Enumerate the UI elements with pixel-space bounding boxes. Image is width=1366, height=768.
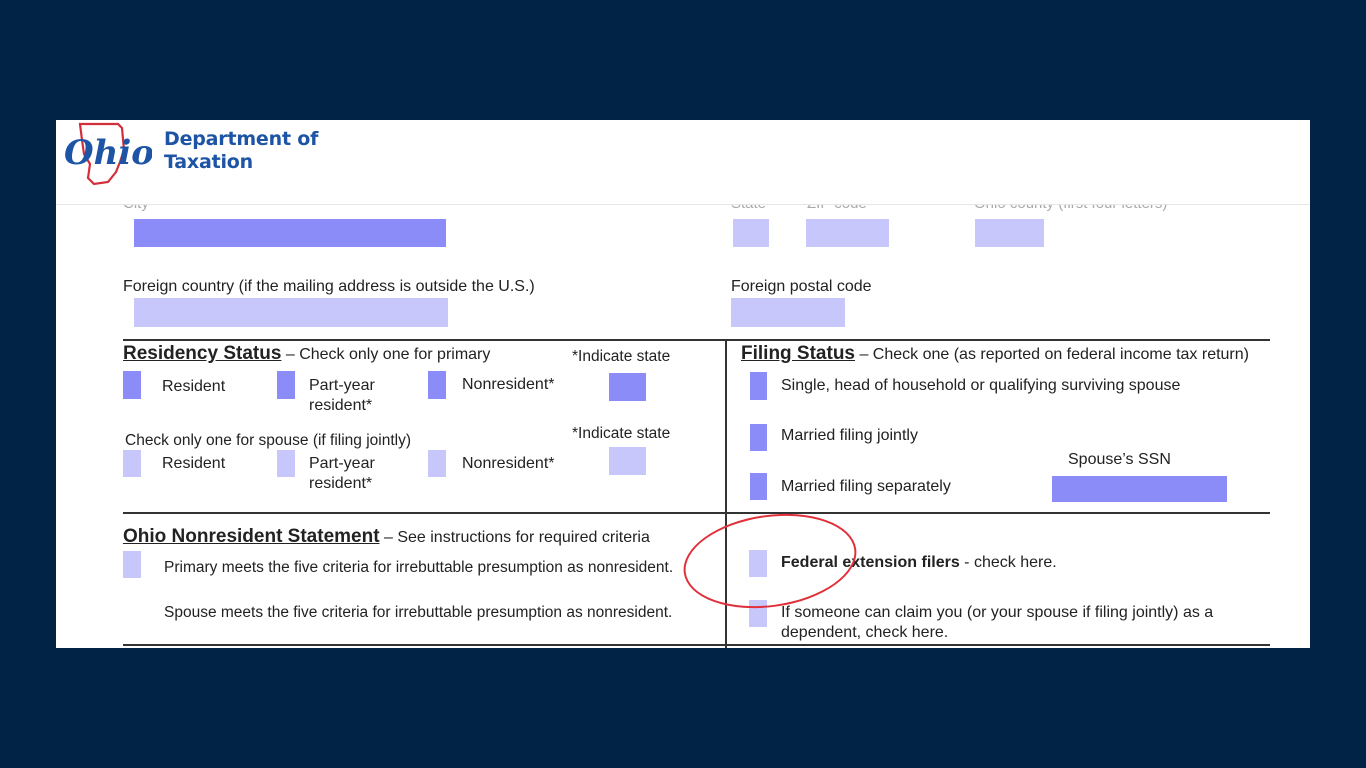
indicate-state-label: *Indicate state — [572, 348, 671, 365]
zip-field[interactable] — [806, 219, 889, 247]
nonresident-statement-title: Ohio Nonresident Statement — [123, 526, 380, 547]
spouse-part-year-checkbox[interactable] — [277, 450, 295, 477]
section-divider-bottom — [123, 644, 1270, 646]
filing-separate-label: Married filing separately — [781, 478, 951, 495]
primary-part-year-label — [309, 376, 375, 416]
filing-title: Filing Status — [741, 343, 855, 364]
part-year-line-1: Part-year — [309, 377, 375, 394]
filing-single-checkbox[interactable] — [750, 372, 767, 400]
primary-irrebuttable-checkbox[interactable] — [123, 551, 141, 578]
part-year-line-2: resident* — [309, 397, 373, 414]
spouse-indicate-state-label: *Indicate state — [572, 425, 671, 442]
county-field[interactable] — [975, 219, 1044, 247]
spouse-nonresident-label: Nonresident* — [462, 455, 555, 472]
foreign-country-field[interactable] — [134, 298, 448, 327]
nonresident-statement-instruction: – See instructions for required criteria — [379, 529, 650, 546]
filing-joint-checkbox[interactable] — [750, 424, 767, 451]
primary-irrebuttable-label: Primary meets the five criteria for irrebuttable presumption as nonresident. — [164, 559, 674, 576]
federal-extension-bold: Federal extension filers — [781, 554, 960, 571]
residency-title: Residency Status — [123, 343, 282, 364]
spouse-resident-checkbox[interactable] — [123, 450, 141, 477]
residency-heading — [123, 344, 490, 364]
residency-instruction: – Check only one for primary — [281, 346, 491, 363]
primary-part-year-checkbox[interactable] — [277, 371, 295, 399]
federal-extension-rest: - check here. — [959, 554, 1057, 571]
foreign-country-label: Foreign country (if the mailing address is outside the U.S.) — [123, 278, 535, 295]
department-line-1: Department of — [164, 128, 319, 150]
spouse-state-field[interactable] — [609, 447, 646, 475]
svg-text:Ohio: Ohio — [64, 133, 152, 173]
filing-heading — [741, 344, 1249, 364]
spouse-nonresident-checkbox[interactable] — [428, 450, 446, 477]
filing-joint-label: Married filing jointly — [781, 427, 918, 444]
part-year-line-2: resident* — [309, 475, 373, 492]
spouse-resident-label: Resident — [162, 455, 226, 472]
foreign-postal-field[interactable] — [731, 298, 845, 327]
filing-single-label: Single, head of household or qualifying surviving spouse — [781, 377, 1181, 394]
primary-state-field[interactable] — [609, 373, 646, 401]
foreign-postal-label: Foreign postal code — [731, 278, 872, 295]
spouse-instruction: Check only one for spouse (if filing jointly) — [125, 432, 412, 449]
primary-nonresident-checkbox[interactable] — [428, 371, 446, 399]
section-divider-top — [123, 339, 1270, 341]
dependent-label — [781, 603, 1213, 643]
department-line-2: Taxation — [164, 151, 253, 173]
spouse-part-year-label — [309, 454, 375, 494]
filing-instruction: – Check one (as reported on federal income tax return) — [855, 346, 1249, 363]
filing-separate-checkbox[interactable] — [750, 473, 767, 500]
state-field[interactable] — [733, 219, 769, 247]
primary-resident-label: Resident — [162, 378, 226, 395]
ohio-logo — [60, 120, 152, 186]
spouse-ssn-field[interactable] — [1052, 476, 1227, 502]
primary-resident-checkbox[interactable] — [123, 371, 141, 399]
dependent-line-2: dependent, check here. — [781, 624, 949, 641]
annotation-circle — [677, 503, 862, 618]
spouse-ssn-label: Spouse’s SSN — [1068, 451, 1171, 468]
department-name — [164, 128, 318, 174]
dependent-line-1: If someone can claim you (or your spouse if filing jointly) as a — [781, 604, 1214, 621]
part-year-line-1: Part-year — [309, 455, 375, 472]
section-divider-middle — [123, 512, 1270, 514]
primary-nonresident-label: Nonresident* — [462, 376, 555, 393]
header-bar — [56, 120, 1310, 205]
nonresident-statement-heading — [123, 527, 650, 547]
spouse-irrebuttable-label: Spouse meets the five criteria for irrebuttable presumption as nonresident. — [164, 604, 673, 621]
tax-form-page — [56, 120, 1310, 648]
city-field[interactable] — [134, 219, 446, 247]
